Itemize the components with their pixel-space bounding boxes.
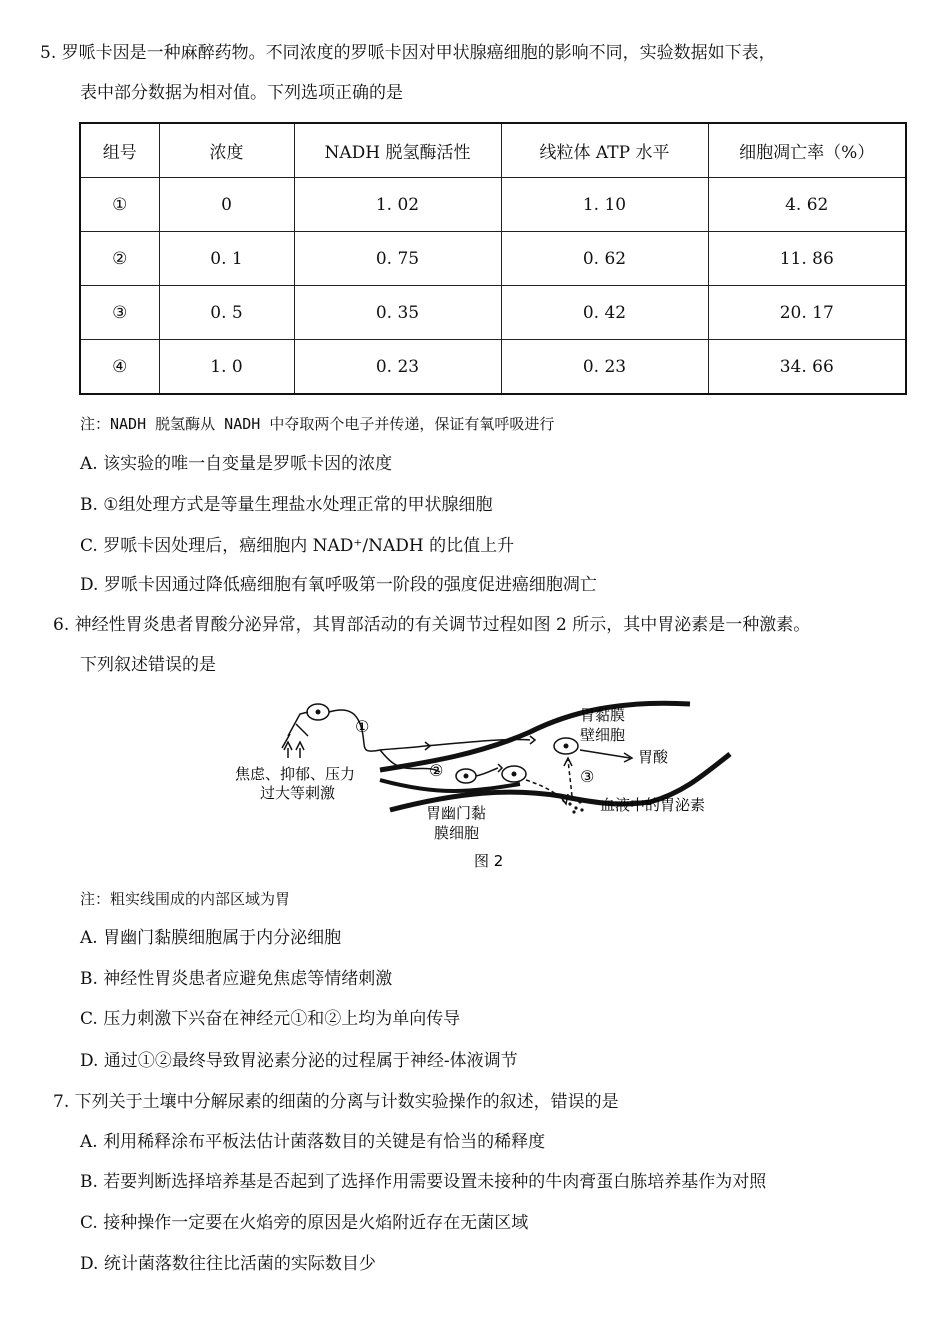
table-cell: 0. 5	[159, 286, 294, 340]
q7-option-a: A. 利用稀释涂布平板法估计菌落数目的关键是有恰当的稀释度	[80, 1132, 546, 1152]
q6-option-d: D. 通过①②最终导致胃泌素分泌的过程属于神经-体液调节	[80, 1051, 518, 1071]
stomach-bottom-wall	[380, 780, 520, 791]
pylorus-label-line1: 胃幽门黏	[426, 804, 487, 822]
gastrin-particles-icon	[568, 800, 583, 813]
q5-option-b: B. ①组处理方式是等量生理盐水处理正常的甲状腺细胞	[80, 495, 493, 515]
figure-2-diagram	[230, 692, 750, 872]
table-cell: 0. 62	[501, 232, 708, 286]
figure-caption: 图 2	[474, 852, 504, 870]
q5-stem-line2: 表中部分数据为相对值。下列选项正确的是	[80, 83, 403, 103]
table-cell: 4. 62	[708, 178, 906, 232]
q5-option-c: C. 罗哌卡因处理后，癌细胞内 NAD⁺/NADH 的比值上升	[80, 536, 515, 556]
q6-option-a: A. 胃幽门黏膜细胞属于内分泌细胞	[80, 928, 342, 948]
table-cell: 0. 23	[294, 340, 501, 395]
table-cell: 0. 42	[501, 286, 708, 340]
header-group: 组号	[80, 123, 159, 178]
table-cell: ④	[80, 340, 159, 395]
table-row	[80, 232, 906, 286]
table-cell: 0. 75	[294, 232, 501, 286]
table-cell: 0	[159, 178, 294, 232]
header-nadh-activity: NADH 脱氢酶活性	[294, 123, 501, 178]
table-cell: ③	[80, 286, 159, 340]
stimulus-label-line1: 焦虑、抑郁、压力	[235, 765, 356, 783]
q7-option-c: C. 接种操作一定要在火焰旁的原因是火焰附近存在无菌区域	[80, 1213, 529, 1233]
parietal-label-line2: 壁细胞	[580, 726, 626, 744]
table-cell: 1. 02	[294, 178, 501, 232]
gastrin-label: 血液中的胃泌素	[600, 796, 706, 814]
q6-stem-line2: 下列叙述错误的是	[80, 655, 216, 675]
q5-note: 注：NADH 脱氢酶从 NADH 中夺取两个电子并传递，保证有氧呼吸进行	[80, 415, 555, 433]
table-cell: 1. 0	[159, 340, 294, 395]
table-cell: 1. 10	[501, 178, 708, 232]
table-header-row	[80, 123, 906, 178]
table-cell: 20. 17	[708, 286, 906, 340]
q5-option-d: D. 罗哌卡因通过降低癌细胞有氧呼吸第一阶段的强度促进癌细胞凋亡	[80, 575, 597, 595]
table-cell: 34. 66	[708, 340, 906, 395]
acid-label: 胃酸	[638, 748, 669, 766]
table-cell: 0. 1	[159, 232, 294, 286]
header-atp-level: 线粒体 ATP 水平	[501, 123, 708, 178]
q5-data-table	[79, 122, 907, 395]
q7-option-d: D. 统计菌落数往往比活菌的实际数目少	[80, 1254, 376, 1274]
header-concentration: 浓度	[159, 123, 294, 178]
table-cell: ②	[80, 232, 159, 286]
label-3: ③	[580, 767, 595, 786]
table-row	[80, 286, 906, 340]
q5-stem-line1: 5. 罗哌卡因是一种麻醉药物。不同浓度的罗哌卡因对甲状腺癌细胞的影响不同，实验数据如下表，	[40, 43, 776, 63]
parietal-label-line1: 胃黏膜	[580, 706, 626, 724]
q6-note: 注：粗实线围成的内部区域为胃	[80, 890, 291, 908]
q6-option-b: B. 神经性胃炎患者应避免焦虑等情绪刺激	[80, 969, 393, 989]
q5-option-a: A. 该实验的唯一自变量是罗哌卡因的浓度	[80, 454, 393, 474]
table-cell: ①	[80, 178, 159, 232]
table-row	[80, 178, 906, 232]
neuron-1-axon	[329, 710, 425, 751]
label-neuron-2: ②	[429, 761, 444, 780]
stimulus-label-line2: 过大等刺激	[260, 784, 336, 802]
table-row	[80, 340, 906, 395]
table-cell: 0. 35	[294, 286, 501, 340]
q6-option-c: C. 压力刺激下兴奋在神经元①和②上均为单向传导	[80, 1009, 461, 1029]
pylorus-label-line2: 膜细胞	[434, 824, 480, 842]
table-cell: 0. 23	[501, 340, 708, 395]
q7-option-b: B. 若要判断选择培养基是否起到了选择作用需要设置未接种的牛肉膏蛋白胨培养基作为对照	[80, 1172, 767, 1192]
header-apoptosis-rate: 细胞凋亡率（%）	[708, 123, 906, 178]
table-cell: 11. 86	[708, 232, 906, 286]
q7-stem: 7. 下列关于土壤中分解尿素的细菌的分离与计数实验操作的叙述，错误的是	[53, 1092, 619, 1112]
q6-stem-line1: 6. 神经性胃炎患者胃酸分泌异常，其胃部活动的有关调节过程如图 2 所示，其中胃泌素是一种激素。	[53, 615, 811, 635]
label-neuron-1: ①	[355, 717, 370, 736]
